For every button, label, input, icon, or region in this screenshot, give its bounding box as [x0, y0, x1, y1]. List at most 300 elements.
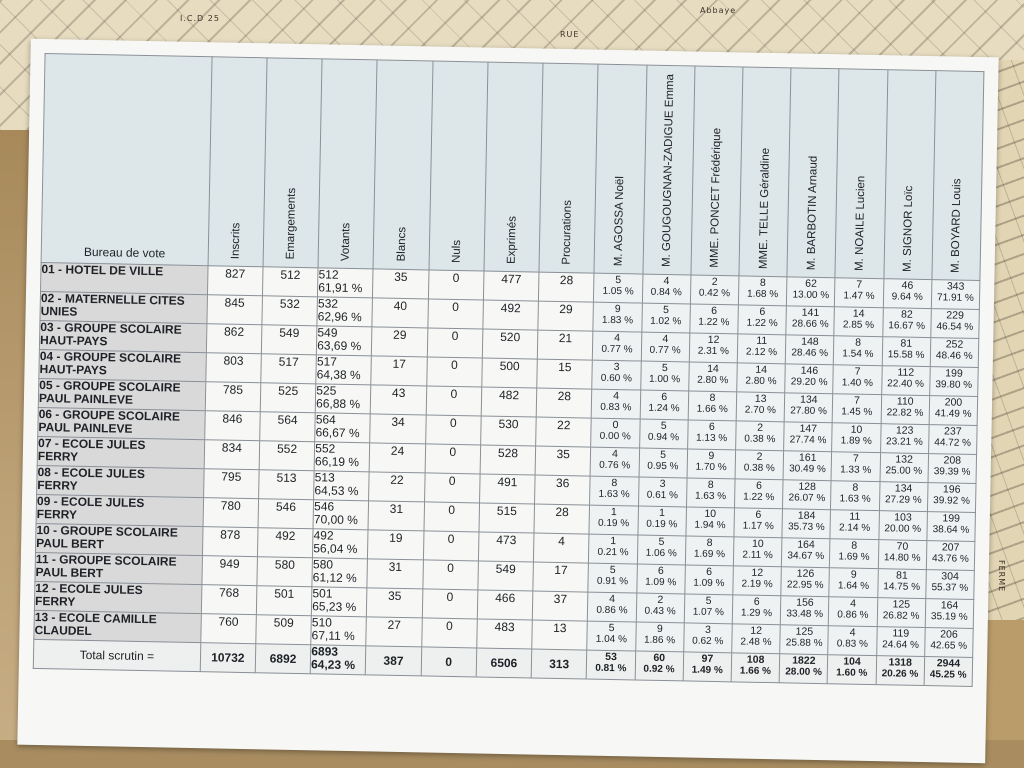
- blancs-cell: 31: [367, 559, 423, 589]
- procurations-cell: 13: [532, 620, 588, 650]
- votants-count: 517: [316, 354, 338, 369]
- procurations-cell: 37: [532, 591, 588, 621]
- candidate-votes: 108: [746, 653, 765, 666]
- candidate-votes: 12: [707, 333, 720, 347]
- candidate-votes: 112: [897, 366, 915, 379]
- nuls-cell: 0: [424, 473, 480, 503]
- header-candidate: M. BARBOTIN Arnaud: [787, 68, 839, 278]
- nuls-cell: 0: [428, 270, 484, 300]
- votants-cell: [311, 616, 367, 646]
- candidate-votes: 206: [940, 628, 958, 641]
- emargements-cell: 517: [261, 354, 317, 384]
- candidate-cell: [640, 390, 689, 420]
- procurations-cell: 29: [538, 301, 594, 331]
- candidate-votes: 196: [942, 483, 961, 496]
- candidate-percent: 28.46 %: [791, 347, 829, 360]
- candidate-percent: 16.67 %: [888, 320, 926, 332]
- candidate-percent: 0.19 %: [597, 517, 630, 530]
- candidate-percent: 0.76 %: [599, 459, 631, 472]
- candidate-cell: [594, 273, 643, 303]
- candidate-cell: [637, 535, 686, 565]
- exprimes-cell: 466: [477, 590, 533, 620]
- candidate-percent: 29.20 %: [790, 376, 828, 389]
- bureau-line: PAUL BERT: [35, 564, 104, 581]
- candidate-cell: [688, 362, 737, 392]
- bureau-name: [34, 610, 201, 642]
- candidate-votes: 46: [901, 279, 914, 292]
- candidate-percent: 1.66 %: [696, 403, 728, 416]
- votants-count: 501: [312, 586, 333, 601]
- nuls-cell: 0: [428, 299, 484, 329]
- nuls-cell: 0: [425, 444, 481, 474]
- candidate-percent: 1.45 %: [841, 406, 873, 418]
- exprimes-cell: 515: [479, 503, 535, 533]
- candidate-cell: [593, 331, 642, 361]
- candidate-percent: 1.68 %: [746, 288, 779, 301]
- exprimes-cell: 500: [482, 358, 538, 388]
- candidate-votes: 8: [855, 336, 862, 349]
- candidate-percent: 1.70 %: [695, 461, 727, 474]
- candidate-cell: [735, 450, 784, 480]
- candidate-percent: 1.22 %: [743, 491, 775, 504]
- candidate-votes: 13: [754, 392, 767, 405]
- candidate-percent: 1.89 %: [840, 435, 872, 447]
- votants-cell: [317, 326, 373, 356]
- candidate-percent: 33.48 %: [786, 608, 824, 621]
- candidate-votes: 4: [849, 626, 856, 639]
- candidate-cell: [830, 510, 879, 540]
- candidate-percent: 22.40 %: [887, 378, 925, 390]
- candidate-cell: [882, 337, 931, 367]
- candidate-votes: 199: [942, 512, 961, 525]
- candidate-percent: 9.64 %: [891, 291, 923, 303]
- procurations-cell: 4: [534, 533, 590, 563]
- candidate-cell: [641, 332, 690, 362]
- candidate-cell: [641, 303, 690, 333]
- exprimes-cell: 528: [480, 445, 536, 475]
- candidate-percent: 48.46 %: [935, 350, 973, 362]
- candidate-votes: 4: [611, 448, 618, 461]
- candidate-votes: 14: [707, 362, 719, 376]
- candidate-cell: [878, 540, 927, 570]
- blancs-cell: 22: [369, 472, 425, 502]
- candidate-cell: [590, 447, 639, 477]
- votants-percent: 56,04 %: [313, 541, 358, 557]
- candidate-percent: 43.76 %: [931, 553, 969, 565]
- bureau-line: 11 - GROUPE SCOLAIRE: [35, 551, 177, 569]
- candidate-cell: [784, 422, 833, 452]
- candidate-percent: 2.85 %: [842, 319, 875, 332]
- candidate-cell: [876, 627, 925, 657]
- bureau-line: 12 - ECOLE JULES: [35, 580, 143, 598]
- candidate-votes: 104: [843, 655, 861, 668]
- candidate-percent: 1.69 %: [693, 548, 726, 561]
- candidate-cell: [781, 567, 830, 597]
- candidate-percent: 0.00 %: [599, 430, 631, 443]
- candidate-percent: 23.21 %: [885, 436, 923, 448]
- bureau-line: FERRY: [36, 506, 78, 522]
- candidate-votes: 5: [660, 419, 667, 433]
- candidate-votes: 2: [756, 450, 763, 463]
- header-candidate: M. BOYARD Louis: [932, 71, 984, 281]
- candidate-percent: 1.33 %: [840, 464, 872, 476]
- votants-count: 549: [317, 325, 338, 340]
- candidate-cell: [880, 453, 929, 483]
- candidate-percent: 0.38 %: [744, 433, 776, 446]
- bureau-name: [40, 292, 207, 324]
- candidate-percent: 44.72 %: [934, 437, 972, 449]
- candidate-percent: 1.13 %: [695, 432, 728, 445]
- candidate-percent: 22.95 %: [786, 579, 824, 592]
- candidate-cell: [731, 653, 780, 683]
- header-candidate: M. NOAILE Lucien: [835, 69, 887, 279]
- exprimes-cell: 530: [481, 416, 537, 446]
- header-candidate: M. AGOSSA Noël: [594, 64, 646, 274]
- candidate-percent: 0.84 %: [650, 286, 682, 299]
- candidate-votes: 3: [659, 477, 666, 491]
- candidate-votes: 12: [750, 624, 763, 637]
- candidate-percent: 0.83 %: [836, 638, 869, 650]
- candidate-percent: 1.00 %: [648, 373, 681, 386]
- candidate-votes: 7: [853, 394, 861, 407]
- candidate-cell: [926, 570, 975, 600]
- candidate-votes: 4: [609, 592, 616, 606]
- candidate-percent: 1.02 %: [650, 315, 682, 328]
- votants-percent: 66,19 %: [314, 454, 360, 470]
- bureau-name: [37, 465, 204, 497]
- candidate-votes: 7: [856, 278, 863, 291]
- candidate-percent: 0.94 %: [647, 431, 680, 444]
- candidate-percent: 1.64 %: [837, 580, 870, 592]
- candidate-percent: 0.77 %: [649, 344, 681, 357]
- bureau-name: [41, 263, 208, 295]
- candidate-percent: 34.67 %: [787, 550, 825, 563]
- bureau-name: [36, 523, 203, 555]
- candidate-percent: 0.21 %: [597, 546, 629, 559]
- candidate-percent: 46.54 %: [936, 321, 974, 333]
- candidate-cell: [687, 449, 736, 479]
- candidate-votes: 8: [709, 391, 716, 404]
- nuls-cell: 0: [423, 560, 479, 590]
- candidate-cell: [687, 420, 736, 450]
- candidate-percent: 1.24 %: [648, 402, 680, 415]
- bureau-line: UNIES: [40, 304, 78, 319]
- candidate-percent: 30.49 %: [789, 463, 826, 476]
- candidate-percent: 0.60 %: [600, 372, 633, 385]
- candidate-votes: 10: [850, 423, 863, 436]
- candidate-votes: 119: [892, 627, 910, 640]
- candidate-percent: 0.43 %: [644, 605, 676, 618]
- nuls-cell: 0: [421, 647, 477, 677]
- candidate-cell: [738, 305, 787, 335]
- candidate-percent: 1.40 %: [841, 377, 874, 390]
- procurations-cell: 22: [536, 417, 592, 447]
- candidate-percent: 0.95 %: [647, 460, 679, 473]
- candidate-votes: 4: [663, 274, 670, 288]
- candidate-cell: [732, 624, 781, 654]
- candidate-percent: 26.82 %: [882, 610, 920, 622]
- emargements-cell: 532: [262, 296, 318, 326]
- candidate-percent: 22.82 %: [886, 407, 924, 419]
- candidate-cell: [827, 655, 876, 685]
- candidate-percent: 0.38 %: [743, 462, 775, 475]
- candidate-cell: [833, 365, 882, 395]
- votants-cell: [316, 355, 372, 385]
- candidate-votes: 132: [895, 453, 913, 466]
- candidate-percent: 2.19 %: [741, 578, 773, 591]
- candidate-cell: [787, 277, 836, 307]
- blancs-cell: 17: [371, 356, 427, 386]
- candidate-votes: 2944: [936, 657, 961, 670]
- votants-percent: 64,38 %: [316, 367, 361, 383]
- candidate-percent: 55.37 %: [931, 582, 969, 594]
- candidate-votes: 70: [896, 540, 909, 553]
- inscrits-cell: 827: [207, 266, 263, 296]
- bureau-name: [38, 378, 205, 410]
- header-inscrits: Inscrits: [208, 57, 267, 267]
- candidate-votes: 5: [662, 303, 669, 317]
- map-label: RUE: [560, 30, 580, 39]
- candidate-votes: 6: [711, 304, 718, 317]
- emargements-cell: 525: [260, 383, 316, 413]
- blancs-cell: 43: [371, 385, 427, 415]
- candidate-percent: 1.54 %: [842, 348, 874, 361]
- candidate-cell: [878, 511, 927, 541]
- candidate-votes: 1: [610, 505, 617, 519]
- blancs-cell: 40: [372, 298, 428, 328]
- blancs-cell: 35: [373, 269, 429, 299]
- votants-count: 580: [312, 557, 334, 572]
- candidate-votes: 5: [608, 621, 615, 635]
- candidate-percent: 42.65 %: [930, 640, 968, 652]
- candidate-votes: 164: [797, 538, 815, 551]
- candidate-percent: 0.81 %: [595, 662, 627, 675]
- candidate-cell: [931, 280, 980, 310]
- candidate-votes: 6: [755, 479, 763, 492]
- candidate-percent: 0.77 %: [601, 343, 633, 356]
- nuls-cell: 0: [424, 502, 480, 532]
- header-emargements: Emargements: [263, 58, 322, 268]
- votants-cell: [313, 500, 369, 530]
- candidate-cell: [592, 360, 641, 390]
- candidate-votes: 3: [613, 361, 620, 374]
- candidate-percent: 28.66 %: [791, 318, 829, 331]
- candidate-votes: 184: [797, 509, 816, 522]
- bureau-name: [37, 436, 204, 468]
- candidate-cell: [928, 425, 977, 455]
- candidate-percent: 14.75 %: [883, 581, 921, 593]
- candidate-percent: 38.64 %: [932, 524, 970, 536]
- candidate-votes: 207: [941, 541, 960, 554]
- candidate-votes: 5: [615, 274, 622, 287]
- candidate-cell: [736, 392, 785, 422]
- emargements-cell: 501: [256, 586, 312, 616]
- candidate-cell: [685, 565, 734, 595]
- votants-cell: [310, 645, 366, 675]
- candidate-votes: 7: [854, 365, 861, 378]
- candidate-votes: 110: [896, 395, 914, 408]
- emargements-cell: 546: [258, 499, 314, 529]
- candidate-votes: 252: [945, 338, 964, 351]
- candidate-cell: [931, 309, 980, 339]
- exprimes-cell: 473: [478, 532, 534, 562]
- candidate-votes: 161: [798, 451, 817, 464]
- candidate-cell: [877, 598, 926, 628]
- candidate-cell: [589, 534, 638, 564]
- candidate-votes: 5: [660, 448, 667, 462]
- map-label: Abbaye: [700, 6, 737, 15]
- procurations-cell: 35: [535, 446, 591, 476]
- candidate-votes: 8: [759, 276, 766, 289]
- candidate-votes: 6: [657, 564, 664, 578]
- bureau-line: CLAUDEL: [34, 622, 92, 639]
- votants-cell: [315, 384, 371, 414]
- procurations-cell: 28: [536, 388, 592, 418]
- blancs-cell: 387: [366, 646, 422, 676]
- candidate-cell: [685, 536, 734, 566]
- bureau-line: FERRY: [34, 593, 76, 609]
- candidate-votes: 125: [795, 625, 814, 638]
- exprimes-cell: 491: [479, 474, 535, 504]
- candidate-votes: 8: [611, 477, 618, 490]
- candidate-percent: 0.19 %: [646, 518, 678, 531]
- candidate-cell: [930, 338, 979, 368]
- candidate-votes: 2: [711, 275, 718, 289]
- nuls-cell: 0: [426, 357, 482, 387]
- candidate-cell: [689, 333, 738, 363]
- candidate-cell: [588, 592, 637, 622]
- candidate-percent: 1.09 %: [693, 577, 725, 590]
- map-label: I.C.D 25: [180, 14, 220, 23]
- blancs-cell: 24: [370, 443, 426, 473]
- candidate-cell: [592, 389, 641, 419]
- candidate-cell: [690, 304, 739, 334]
- candidate-votes: 1: [658, 506, 666, 520]
- candidate-percent: 26.07 %: [788, 492, 826, 505]
- header-nuls: Nuls: [429, 61, 488, 271]
- candidate-cell: [690, 275, 739, 305]
- candidate-cell: [683, 623, 732, 653]
- procurations-cell: 15: [537, 359, 593, 389]
- candidate-cell: [639, 419, 688, 449]
- candidate-percent: 0.86 %: [837, 609, 869, 621]
- candidate-percent: 1.07 %: [692, 606, 725, 619]
- candidate-votes: 1: [610, 534, 617, 548]
- votants-percent: 65,23 %: [312, 599, 357, 615]
- bureau-name: [35, 552, 202, 584]
- nuls-cell: 0: [422, 589, 478, 619]
- candidate-cell: [831, 452, 880, 482]
- emargements-cell: 580: [257, 557, 313, 587]
- candidate-cell: [733, 566, 782, 596]
- candidate-cell: [688, 391, 737, 421]
- candidate-cell: [638, 477, 687, 507]
- bureau-name: [39, 320, 206, 352]
- inscrits-cell: 862: [206, 324, 262, 354]
- emargements-cell: 6892: [255, 644, 311, 674]
- candidate-cell: [929, 396, 978, 426]
- blancs-cell: 19: [368, 530, 424, 560]
- candidate-votes: 6: [755, 508, 762, 521]
- votants-percent: 67,11 %: [311, 628, 355, 644]
- candidate-percent: 2.80 %: [697, 374, 729, 387]
- candidate-votes: 128: [798, 480, 817, 493]
- inscrits-cell: 785: [205, 382, 261, 412]
- exprimes-cell: 6506: [476, 648, 532, 678]
- header-exprimes: Exprimés: [484, 62, 543, 272]
- exprimes-cell: 520: [482, 329, 538, 359]
- candidate-votes: 4: [614, 332, 621, 345]
- bureau-name: [34, 581, 201, 613]
- candidate-cell: [587, 621, 636, 651]
- candidate-votes: 9: [708, 449, 715, 462]
- candidate-percent: 35.73 %: [787, 521, 825, 534]
- candidate-votes: 147: [799, 422, 818, 435]
- candidate-cell: [780, 596, 829, 626]
- candidate-votes: 60: [653, 651, 666, 665]
- candidate-votes: 6: [708, 420, 715, 433]
- candidate-votes: 5: [609, 563, 616, 577]
- candidate-percent: 1.66 %: [739, 665, 772, 678]
- bureau-line: HAUT-PAYS: [39, 333, 108, 349]
- candidate-cell: [829, 568, 878, 598]
- candidate-percent: 1.06 %: [645, 547, 677, 560]
- candidate-cell: [832, 423, 881, 453]
- bureau-line: 08 - ECOLE JULES: [37, 464, 146, 482]
- candidate-cell: [639, 448, 688, 478]
- bureau-line: 07 - ECOLE JULES: [37, 435, 146, 453]
- candidate-cell: [636, 593, 685, 623]
- emargements-cell: 552: [259, 441, 315, 471]
- candidate-percent: 1.94 %: [694, 519, 726, 532]
- bureau-name: [33, 639, 200, 671]
- candidate-cell: [786, 306, 835, 336]
- candidate-votes: 6: [706, 565, 713, 578]
- candidate-cell: [588, 563, 637, 593]
- candidate-percent: 0.91 %: [596, 575, 629, 588]
- candidate-cell: [785, 364, 834, 394]
- candidate-cell: [929, 367, 978, 397]
- candidate-cell: [734, 479, 783, 509]
- candidate-cell: [883, 279, 932, 309]
- blancs-cell: 27: [366, 617, 422, 647]
- procurations-cell: 17: [533, 562, 589, 592]
- bureau-line: PAUL PAINLEVE: [38, 419, 133, 436]
- votants-percent: 61,91 %: [318, 280, 363, 296]
- votants-count: 532: [317, 296, 339, 311]
- votants-cell: [312, 587, 368, 617]
- candidate-votes: 6: [661, 390, 668, 404]
- candidate-percent: 0.83 %: [600, 401, 632, 414]
- candidate-percent: 2.70 %: [744, 404, 777, 417]
- bureau-line: PAUL PAINLEVE: [38, 390, 134, 407]
- votants-count: 552: [315, 441, 336, 456]
- candidate-votes: 11: [849, 510, 861, 523]
- header-row: [41, 54, 984, 281]
- votants-percent: 66,67 %: [315, 425, 360, 441]
- candidate-percent: 1.22 %: [746, 317, 778, 330]
- votants-count: 564: [315, 412, 336, 427]
- candidate-percent: 0.92 %: [643, 663, 675, 676]
- blancs-cell: 31: [368, 501, 424, 531]
- candidate-votes: 4: [613, 390, 620, 403]
- bureau-line: 01 - HOTEL DE VILLE: [41, 262, 164, 279]
- candidate-votes: 8: [852, 481, 859, 494]
- candidate-cell: [831, 481, 880, 511]
- candidate-percent: 1.63 %: [694, 490, 727, 503]
- candidate-cell: [782, 509, 831, 539]
- votants-count: 510: [311, 615, 333, 630]
